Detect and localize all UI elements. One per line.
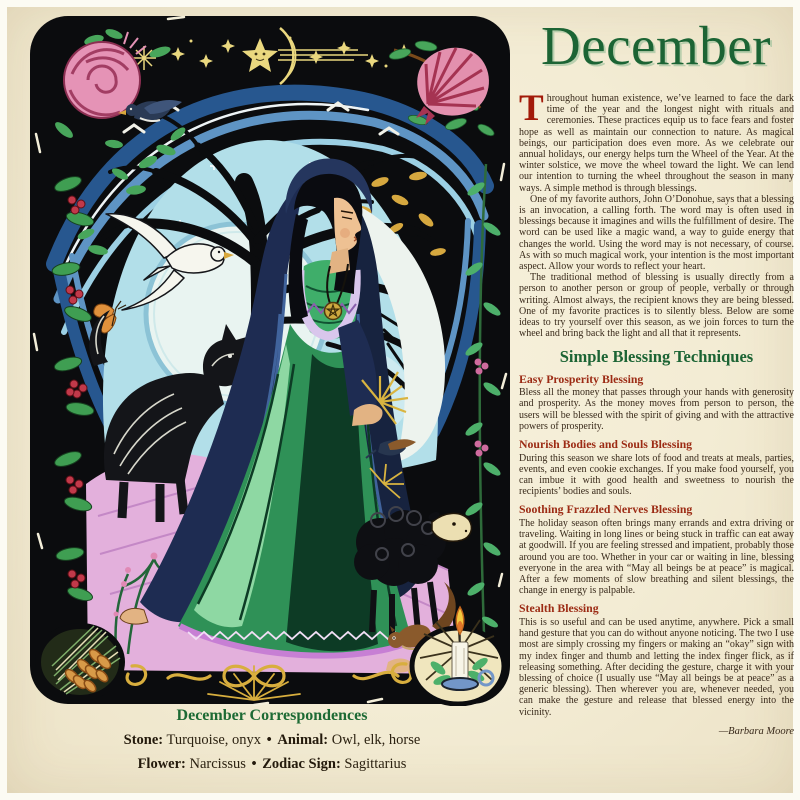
correspondence-value: Turquoise, onyx	[166, 732, 262, 748]
correspondences-heading: December Correspondences	[176, 707, 368, 724]
article-column	[519, 88, 794, 737]
author-byline: —Barbara Moore	[718, 725, 794, 737]
correspondences-line	[30, 728, 514, 752]
bullet-separator: •	[251, 756, 257, 772]
correspondences-line	[30, 752, 514, 776]
paragraph: One of my favorite authors, John O’Donohue, says that a blessing is an invocation, a calling forth. The word may is often used in blessings because it imagines and wills the fulfillment of desire. The word can be used like a magic wand, a way to guide energy that changes the world. Using the word may is not necessary, of course. As with so much magical work, your intention is the most important aspect. Allow your words to reflect your heart.	[519, 193, 794, 273]
technique-body: The holiday season often brings many errands and extra driving or traveling. Waiting in long lines or being stuck in traffic can eat away at goodwill. If you are feeling stressed and impatient, probably those around you are too. Whether in your car or waiting in line, blessing everyone in the area with “May all beings be at peace” is magical. After a few moments of slow breathing and silent blessings, the change in energy is palpable.	[519, 517, 794, 597]
december-illustration	[28, 14, 512, 706]
section-heading: Simple Blessing Techniques	[559, 347, 754, 367]
correspondence-value: Sagittarius	[344, 756, 407, 772]
pinecone-medallion-icon	[38, 626, 122, 698]
technique-heading: Soothing Frazzled Nerves Blessing	[519, 502, 693, 517]
technique-body: This is so useful and can be used anytime, anywhere. Pick a small hand gesture that you can do without anyone noticing. The two I use most are simply crossing my fingers or making an “okay” sign with my index finger and thumb and letting the index finger flick, as if releasing something. After deciding the gesture, charge it with your blessing of choice (I usually use “May all beings be at peace” as a generic blessing). Then wherever you are, whenever needed, you can make the gesture and release that blessed energy into the vicinity.	[519, 616, 794, 718]
correspondence-label: Zodiac Sign:	[262, 756, 341, 772]
technique-body: During this season we share lots of food and treats at meals, parties, events, and even cookie exchanges. If you make food yourself, you can imbue it with good health and sweetness to nourish the recipients’ bodies and souls.	[519, 452, 794, 498]
pentacle-pendant-icon	[325, 303, 342, 320]
technique-body: Bless all the money that passes through your hands with generosity and prosperity. As the money moves from person to person, the users will be blessed with the spirit of giving and with the attractive powers of prosperity.	[519, 387, 794, 432]
correspondence-value: Narcissus	[189, 756, 246, 772]
correspondence-label: Flower:	[137, 756, 186, 772]
paragraph: The traditional method of blessing is usually directly from a person to another person or group of people, verbally or through writing. Almost always, the recipient knows they are being blessed. One of my favorite practices is to silently bless. Below are some ideas to try yourself over this season, as we join forces to turn the wheel and bring back the light and all that it represents.	[519, 272, 794, 340]
paragraph-intro: Throughout human existence, we’ve learned to face the dark time of the year and the longest night with rituals and ceremonies. These practices equip us to face fears and foster hope as well as maintain our connection to nature. As magical beings, our participation does even more. As we celebrate our annual holidays, our energy helps turn the Wheel of the Year. At the winter solstice, we move the wheel toward the light. We can lend our intention to turning the wheel throughout the season in many ways. A simple method is through blessings.	[519, 88, 794, 194]
page-title: December	[541, 15, 771, 76]
correspondence-label: Animal:	[277, 732, 329, 748]
drop-cap: T	[519, 88, 544, 129]
technique-heading: Nourish Bodies and Souls Blessing	[519, 436, 693, 451]
correspondence-label: Stone:	[123, 732, 164, 748]
correspondence-value: Owl, elk, horse	[331, 732, 421, 748]
technique-heading: Easy Prosperity Blessing	[519, 371, 644, 386]
correspondences-block	[30, 707, 514, 776]
bullet-separator: •	[266, 732, 272, 748]
december-artwork	[28, 14, 512, 706]
technique-heading: Stealth Blessing	[519, 601, 599, 616]
